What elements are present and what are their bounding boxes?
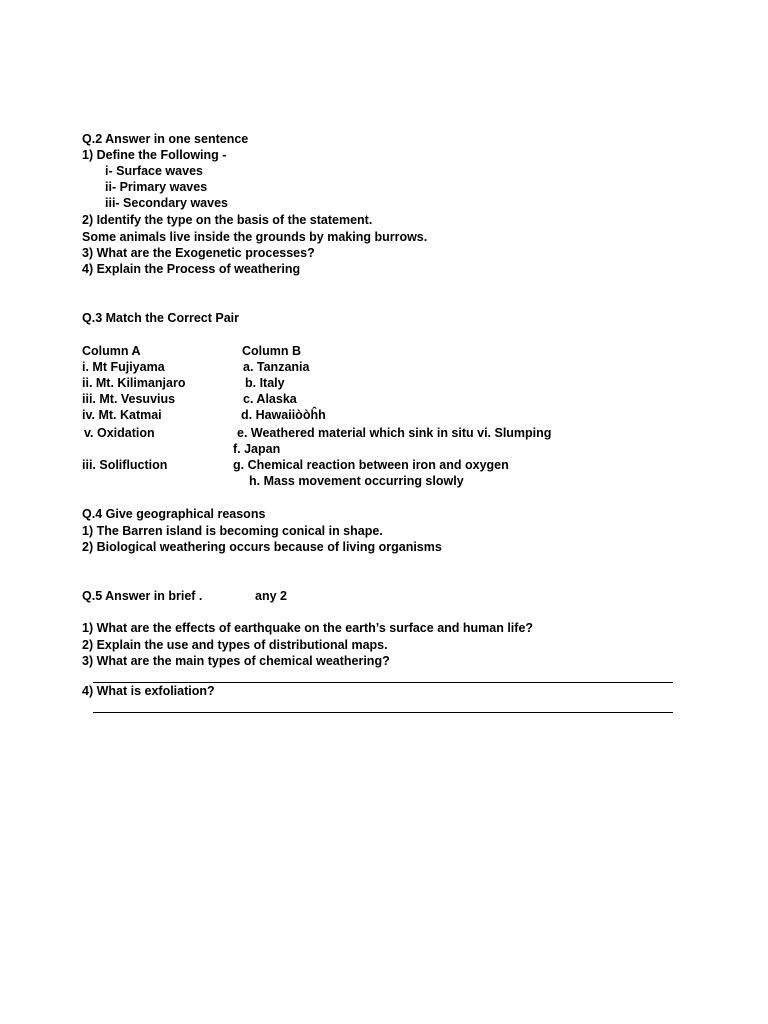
q2-item-4: 4) Explain the Process of weathering [82,262,301,276]
q5-any-count: any 2 [255,589,287,603]
column-b-item: b. Italy [245,376,285,390]
column-a-header: Column A [82,344,141,358]
q5-item-3: 3) What are the main types of chemical weathering? [82,654,390,668]
column-a-item: iii. Mt. Vesuvius [82,392,176,406]
q2-subitem-iii: iii- Secondary waves [105,196,228,210]
q2-heading: Q.2 Answer in one sentence [82,132,249,146]
column-b-item: a. Tanzania [243,360,310,374]
q4-item-1: 1) The Barren island is becoming conical in shape. [82,524,383,538]
divider-line [93,712,673,713]
column-b-item: d. Hawaiiòòĥh [241,408,326,422]
q2-item-2-statement: Some animals live inside the grounds by making burrows. [82,230,428,244]
q5-item-1: 1) What are the effects of earthquake on the earth’s surface and human life? [82,621,534,635]
column-b-item: c. Alaska [243,392,297,406]
column-b-item: g. Chemical reaction between iron and oxygen [233,458,509,472]
column-a-item: v. Oxidation [84,426,155,440]
q2-subitem-ii: ii- Primary waves [105,180,208,194]
q3-heading: Q.3 Match the Correct Pair [82,311,239,325]
q2-item-2: 2) Identify the type on the basis of the statement. [82,213,373,227]
q5-heading: Q.5 Answer in brief . [82,589,203,603]
column-b-item: h. Mass movement occurring slowly [249,474,464,488]
column-a-item: iv. Mt. Katmai [82,408,162,422]
column-a-item: i. Mt Fujiyama [82,360,165,374]
column-b-header: Column B [242,344,302,358]
column-b-item: e. Weathered material which sink in situ vi. Slumping [237,426,552,440]
column-a-item: iii. Solifluction [82,458,168,472]
q5-item-4: 4) What is exfoliation? [82,684,215,698]
column-b-item: f. Japan [233,442,281,456]
q2-subitem-i: i- Surface waves [105,164,203,178]
q5-item-2: 2) Explain the use and types of distributional maps. [82,638,388,652]
q4-heading: Q.4 Give geographical reasons [82,507,266,521]
q2-item-3: 3) What are the Exogenetic processes? [82,246,315,260]
q2-item-1: 1) Define the Following - [82,148,227,162]
column-a-item: ii. Mt. Kilimanjaro [82,376,186,390]
q4-item-2: 2) Biological weathering occurs because of living organisms [82,540,442,554]
